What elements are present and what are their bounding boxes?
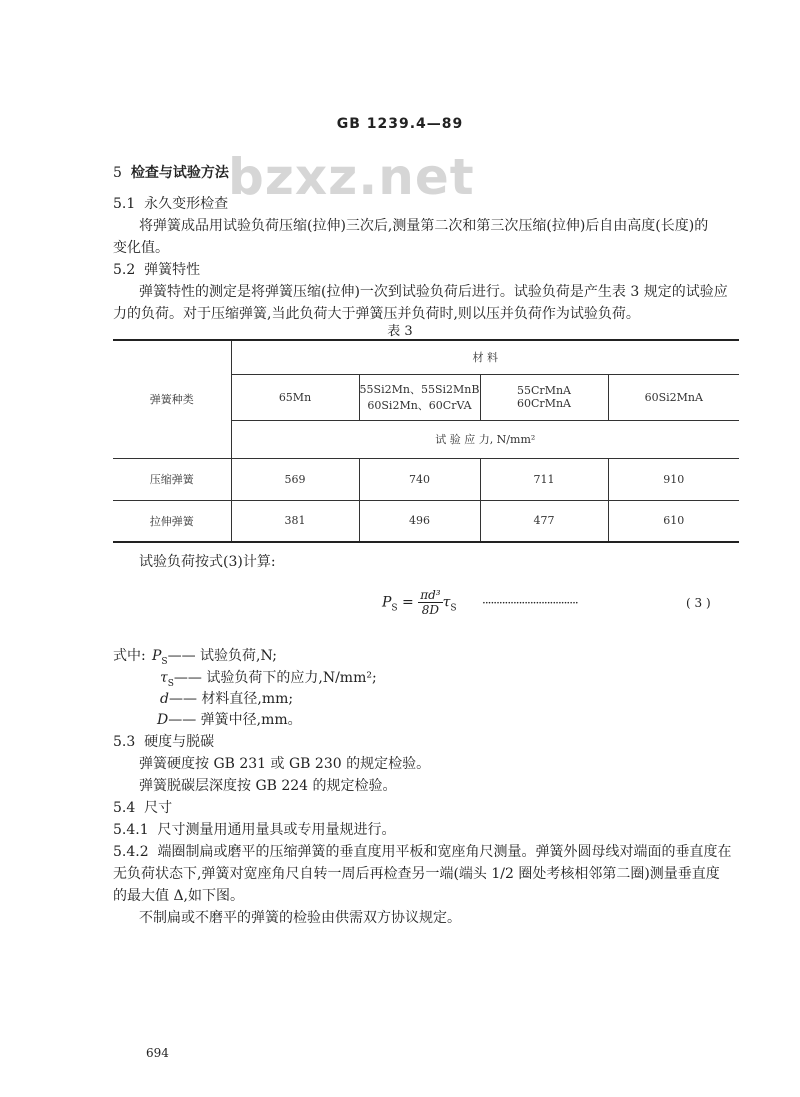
standard-code-header: GB 1239.4—89 bbox=[336, 116, 464, 132]
table-row bbox=[113, 458, 739, 500]
formula-leader-dots: ·································· bbox=[482, 596, 578, 610]
where-lead: 式中: bbox=[113, 648, 146, 664]
section-number: 5 bbox=[113, 165, 122, 181]
page-number: 694 bbox=[146, 1046, 169, 1060]
where-item: $P_S——$ 试验负荷,N; bbox=[152, 648, 277, 667]
table-cell: 381 bbox=[231, 500, 359, 542]
section-5-4-1: 5.4.1 尺寸测量用通用量具或专用量规进行。 bbox=[113, 822, 396, 838]
formula-number: ( 3 ) bbox=[686, 596, 711, 610]
section-5-4-2-line2: 无负荷状态下,弹簧对宽座角尺自转一周后再检查另一端(端头 1/2 圈处考核相邻第二圈)测量垂直度 bbox=[113, 866, 720, 882]
table-cell: 740 bbox=[359, 458, 480, 500]
stress-header: 试 验 应 力, N/mm² bbox=[231, 420, 739, 458]
section-5-3-line1: 弹簧硬度按 GB 231 或 GB 230 的规定检验。 bbox=[139, 756, 431, 772]
where-item: d—— 材料直径,mm; bbox=[160, 691, 294, 707]
watermark: bzxz.net bbox=[228, 148, 475, 206]
section-5-2-body-line2: 力的负荷。对于压缩弹簧,当此负荷大于弹簧压并负荷时,则以压并负荷作为试验负荷。 bbox=[113, 306, 640, 322]
material-cell: 55CrMnA 60CrMnA bbox=[480, 374, 608, 420]
section-5-3-heading: 5.3 硬度与脱碳 bbox=[113, 734, 215, 750]
where-item: D—— 弹簧中径,mm。 bbox=[157, 712, 302, 728]
table-cell: 569 bbox=[231, 458, 359, 500]
material-header: 材 料 bbox=[231, 340, 739, 374]
section-5-1-body-line2: 变化值。 bbox=[113, 240, 169, 256]
section-5-1-body-line1: 将弹簧成品用试验负荷压缩(拉伸)三次后,测量第二次和第三次压缩(拉伸)后自由高度(长度)的 bbox=[139, 218, 709, 234]
material-cell: 60Si2MnA bbox=[608, 374, 739, 420]
section-5-4-heading: 5.4 尺寸 bbox=[113, 800, 173, 816]
section-5-2-body-line1: 弹簧特性的测定是将弹簧压缩(拉伸)一次到试验负荷后进行。试验负荷是产生表 3 规定的试验应 bbox=[139, 284, 728, 300]
section-title: 检查与试验方法 bbox=[130, 165, 229, 181]
formula-3: $P_S$ = $\frac{\text{πd³}}{8D}$ $\tau_S$ bbox=[382, 588, 457, 617]
section-5-4-2-line3: 的最大值 Δ,如下图。 bbox=[113, 888, 245, 904]
table-cell: 496 bbox=[359, 500, 480, 542]
section-5-2-heading: 5.2 弹簧特性 bbox=[113, 262, 201, 278]
where-item: $\tau_S——$ 试验负荷下的应力,N/mm²; bbox=[160, 670, 377, 689]
section-5-3-line2: 弹簧脱碳层深度按 GB 224 的规定检验。 bbox=[139, 778, 397, 794]
section-5-4-2-line1: 5.4.2 端圈制扁或磨平的压缩弹簧的垂直度用平板和宽座角尺测量。弹簧外圆母线对端面的垂直度在 bbox=[113, 844, 732, 860]
table-cell: 610 bbox=[608, 500, 739, 542]
row-label: 拉伸弹簧 bbox=[113, 500, 231, 542]
table-3 bbox=[113, 339, 739, 543]
table-cell: 910 bbox=[608, 458, 739, 500]
row-label: 压缩弹簧 bbox=[113, 458, 231, 500]
material-cell: 55Si2Mn、55Si2MnB 60Si2Mn、60CrVA bbox=[359, 374, 480, 420]
section-5-4-2-line4: 不制扁或不磨平的弹簧的检验由供需双方协议规定。 bbox=[139, 910, 461, 926]
section-5-heading bbox=[113, 162, 229, 182]
table-cell: 711 bbox=[480, 458, 608, 500]
spring-type-header: 弹簧种类 bbox=[113, 340, 231, 458]
table-row bbox=[113, 500, 739, 542]
formula-intro: 试验负荷按式(3)计算: bbox=[139, 554, 276, 570]
table-cell: 477 bbox=[480, 500, 608, 542]
table-caption: 表 3 bbox=[387, 324, 413, 339]
section-5-1-heading: 5.1 永久变形检查 bbox=[113, 196, 229, 212]
material-cell: 65Mn bbox=[231, 374, 359, 420]
